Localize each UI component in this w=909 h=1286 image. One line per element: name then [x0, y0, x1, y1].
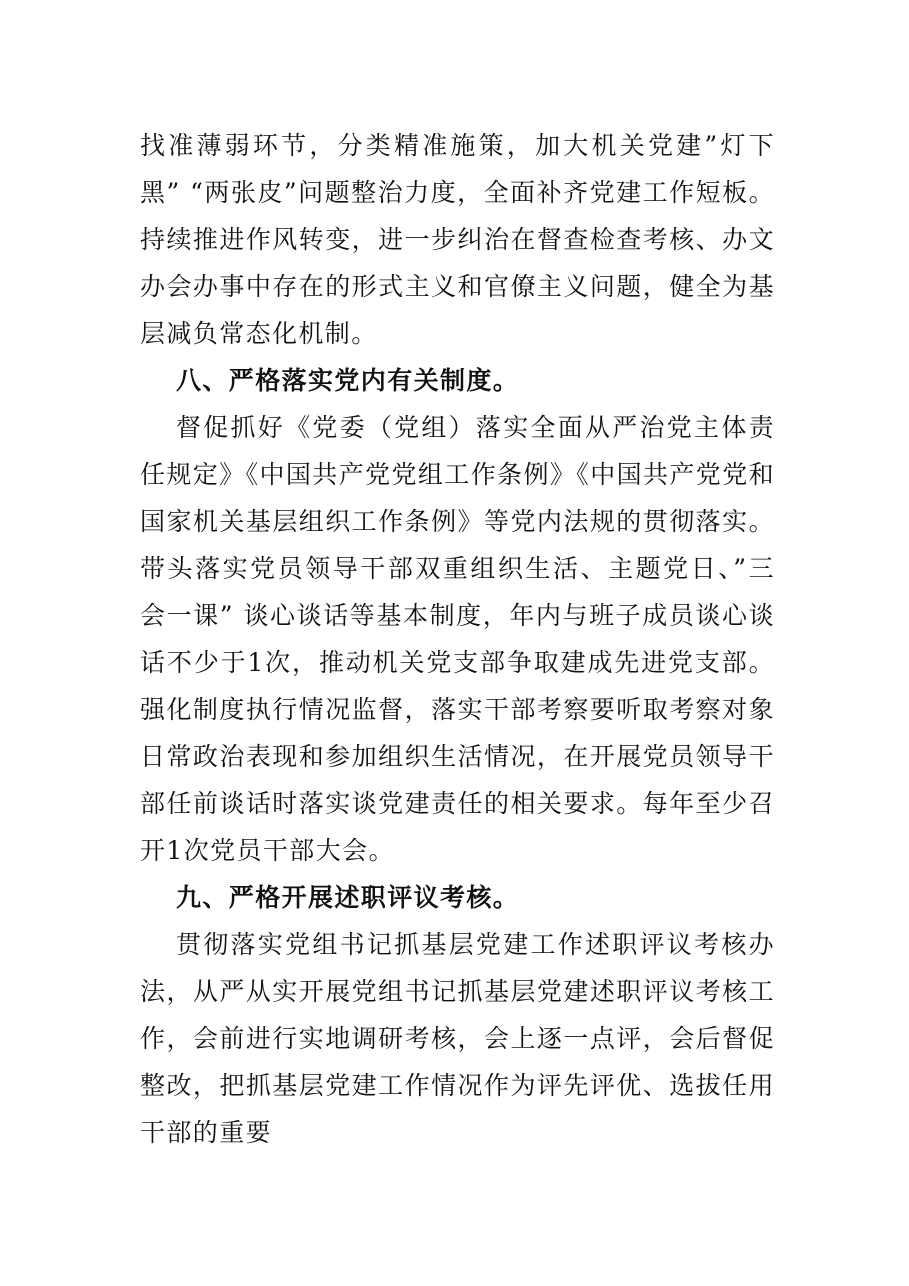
- section-heading-8: 八、严格落实党内有关制度。: [176, 366, 520, 395]
- section-heading-9: 九、严格开展述职评议考核。: [176, 883, 520, 912]
- paragraph-section-9: 贯彻落实党组书记抓基层党建工作述职评议考核办法，从严从实开展党组书记抓基层党建述职评议考核工作，会前进行实地调研考核，会上逐一点评，会后督促整改，把抓基层党建工作情况作为评先评优、选拔任用干部的重要: [140, 930, 775, 1147]
- paragraph-section-8: 督促抓好《党委（党组）落实全面从严治党主体责任规定》《中国共产党党组工作条例》《中国共产党党和国家机关基层组织工作条例》等党内法规的贯彻落实。带头落实党员领导干部双重组织生活、主题党日、”三会一课” 谈心谈话等基本制度，年内与班子成员谈心谈话不少于1次，推动机关党支部争取建成先进党支部。强化制度执行情况监督，落实干部考察要听取考察对象日常政治表现和参加组织生活情况，在开展党员领导干部任前谈话时落实谈党建责任的相关要求。每年至少召开1次党员干部大会。: [140, 413, 776, 865]
- document-body: [140, 122, 775, 1156]
- paragraph-continuation: 找准薄弱环节，分类精准施策，加大机关党建”灯下黑” “两张皮”问题整治力度，全面补齐党建工作短板。持续推进作风转变，进一步纠治在督查检查考核、办文办会办事中存在的形式主义和官僚主义问题，健全为基层减负常态化机制。: [140, 131, 775, 348]
